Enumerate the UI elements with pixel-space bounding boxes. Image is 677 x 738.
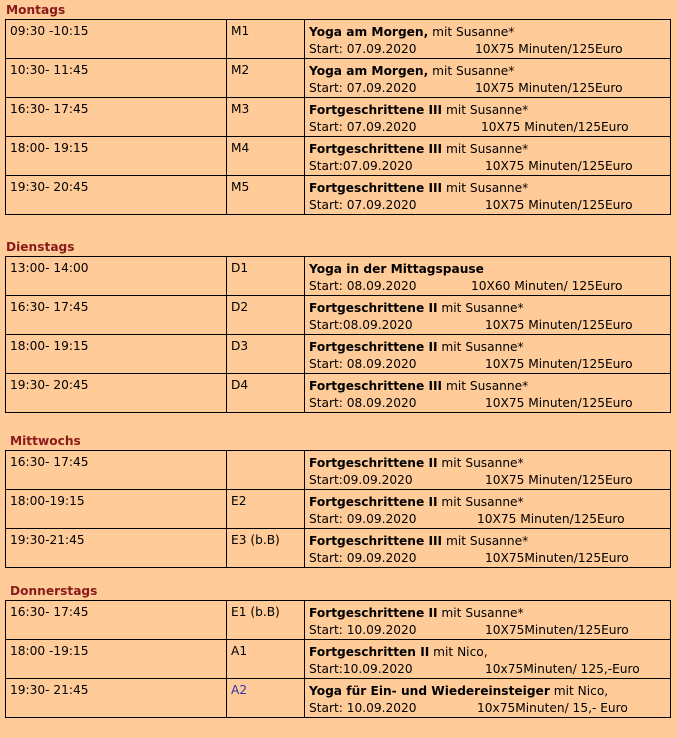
time-cell: 19:30- 20:45	[6, 176, 227, 215]
table-row	[6, 529, 671, 568]
course-title: Yoga am Morgen,	[309, 25, 429, 39]
course-start: Start:09.09.2020	[309, 473, 413, 487]
course-start: Start: 08.09.2020	[309, 357, 417, 371]
course-description-cell	[305, 529, 671, 568]
table-row	[6, 374, 671, 413]
time-cell: 16:30- 17:45	[6, 296, 227, 335]
time-cell: 18:00-19:15	[6, 490, 227, 529]
course-duration-price: 10X75 Minuten/125Euro	[485, 159, 633, 173]
time-cell: 09:30 -10:15	[6, 20, 227, 59]
course-description-cell	[305, 335, 671, 374]
table-row	[6, 137, 671, 176]
course-code-cell: D1	[227, 257, 305, 296]
course-instructor: mit Susanne*	[437, 606, 524, 620]
course-start: Start: 07.09.2020	[309, 42, 417, 56]
course-code-cell: M3	[227, 98, 305, 137]
course-start: Start: 07.09.2020	[309, 198, 417, 212]
schedule-table-montags	[5, 19, 671, 215]
course-duration-price: 10X75Minuten/125Euro	[485, 551, 629, 565]
course-duration-price: 10X75 Minuten/125Euro	[485, 318, 633, 332]
schedule-table-mittwochs	[5, 450, 671, 568]
course-instructor: mit Nico,	[429, 645, 488, 659]
time-cell: 16:30- 17:45	[6, 601, 227, 640]
course-title: Yoga in der Mittagspause	[309, 262, 484, 276]
course-start: Start:08.09.2020	[309, 318, 413, 332]
course-title: Fortgeschrittene II	[309, 495, 438, 509]
course-start: Start: 08.09.2020	[309, 396, 417, 410]
time-cell: 19:30- 21:45	[6, 679, 227, 718]
course-description-cell	[305, 59, 671, 98]
course-start: Start: 10.09.2020	[309, 623, 417, 637]
course-code-cell: D4	[227, 374, 305, 413]
course-title: Fortgeschrittene III	[309, 103, 443, 117]
course-duration-price: 10X75 Minuten/125Euro	[485, 473, 633, 487]
course-duration-price: 10x75Minuten/ 15,- Euro	[477, 701, 628, 715]
course-title: Fortgeschrittene III	[309, 379, 443, 393]
day-heading-dienstags: Dienstags	[6, 240, 75, 254]
course-start: Start: 10.09.2020	[309, 701, 417, 715]
course-instructor: mit Susanne*	[442, 142, 529, 156]
course-duration-price: 10X60 Minuten/ 125Euro	[471, 279, 623, 293]
course-duration-price: 10X75 Minuten/125Euro	[477, 512, 625, 526]
course-start: Start:10.09.2020	[309, 662, 413, 676]
course-description-cell	[305, 257, 671, 296]
time-cell: 18:00- 19:15	[6, 335, 227, 374]
table-row	[6, 59, 671, 98]
course-code-link[interactable]: A2	[227, 679, 305, 718]
table-row	[6, 20, 671, 59]
course-duration-price: 10X75 Minuten/125Euro	[485, 198, 633, 212]
course-title: Fortgeschrittene II	[309, 456, 438, 470]
course-instructor: mit Susanne*	[428, 64, 515, 78]
course-title: Fortgeschrittene III	[309, 534, 443, 548]
course-title: Yoga am Morgen,	[309, 64, 429, 78]
course-instructor: mit Susanne*	[442, 181, 529, 195]
course-duration-price: 10X75 Minuten/125Euro	[485, 357, 633, 371]
course-instructor: mit Susanne*	[437, 301, 524, 315]
table-row	[6, 601, 671, 640]
time-cell: 19:30-21:45	[6, 529, 227, 568]
course-code-cell: E3 (b.B)	[227, 529, 305, 568]
table-row	[6, 296, 671, 335]
course-code-cell: M2	[227, 59, 305, 98]
table-row	[6, 98, 671, 137]
course-code-cell	[227, 451, 305, 490]
time-cell: 13:00- 14:00	[6, 257, 227, 296]
table-row	[6, 679, 671, 718]
course-start: Start: 07.09.2020	[309, 120, 417, 134]
course-title: Fortgeschrittene II	[309, 301, 438, 315]
day-heading-mittwochs: Mittwochs	[10, 434, 81, 448]
table-row	[6, 257, 671, 296]
course-instructor: mit Nico,	[549, 684, 609, 698]
course-title: Fortgeschrittene III	[309, 142, 443, 156]
time-cell: 19:30- 20:45	[6, 374, 227, 413]
time-cell: 16:30- 17:45	[6, 451, 227, 490]
course-title: Fortgeschrittene II	[309, 340, 438, 354]
course-instructor: mit Susanne*	[442, 103, 529, 117]
course-instructor: mit Susanne*	[437, 340, 524, 354]
course-description-cell	[305, 296, 671, 335]
course-description-cell	[305, 137, 671, 176]
course-instructor: mit Susanne*	[437, 456, 524, 470]
course-code-cell: M4	[227, 137, 305, 176]
course-code-cell: A1	[227, 640, 305, 679]
course-instructor: mit Susanne*	[442, 379, 529, 393]
course-duration-price: 10x75Minuten/ 125,-Euro	[485, 662, 640, 676]
time-cell: 16:30- 17:45	[6, 98, 227, 137]
course-description-cell	[305, 176, 671, 215]
time-cell: 18:00- 19:15	[6, 137, 227, 176]
table-row	[6, 451, 671, 490]
day-heading-donnerstags: Donnerstags	[10, 584, 98, 598]
schedule-table-dienstags	[5, 256, 671, 413]
course-code-cell: M1	[227, 20, 305, 59]
course-description-cell	[305, 20, 671, 59]
course-description-cell	[305, 640, 671, 679]
course-duration-price: 10X75 Minuten/125Euro	[481, 120, 629, 134]
course-code-cell: E2	[227, 490, 305, 529]
course-title: Yoga für Ein- und Wiedereinsteiger	[309, 684, 550, 698]
course-duration-price: 10X75 Minuten/125Euro	[475, 42, 623, 56]
day-heading-montags: Montags	[6, 3, 66, 17]
course-title: Fortgeschrittene II	[309, 606, 438, 620]
course-start: Start: 09.09.2020	[309, 551, 417, 565]
course-title: Fortgeschrittene III	[309, 181, 443, 195]
course-duration-price: 10X75 Minuten/125Euro	[485, 396, 633, 410]
course-duration-price: 10X75Minuten/125Euro	[485, 623, 629, 637]
course-duration-price: 10X75 Minuten/125Euro	[475, 81, 623, 95]
course-code-cell: D2	[227, 296, 305, 335]
table-row	[6, 490, 671, 529]
course-instructor: mit Susanne*	[428, 25, 515, 39]
course-description-cell	[305, 374, 671, 413]
course-title: Fortgeschritten II	[309, 645, 430, 659]
course-start: Start: 09.09.2020	[309, 512, 417, 526]
course-code-cell: D3	[227, 335, 305, 374]
course-description-cell	[305, 601, 671, 640]
course-code-cell: E1 (b.B)	[227, 601, 305, 640]
course-code-cell: M5	[227, 176, 305, 215]
course-description-cell	[305, 679, 671, 718]
course-start: Start: 08.09.2020	[309, 279, 417, 293]
table-row	[6, 335, 671, 374]
course-instructor: mit Susanne*	[442, 534, 529, 548]
table-row	[6, 176, 671, 215]
schedule-table-donnerstags	[5, 600, 671, 718]
course-description-cell	[305, 98, 671, 137]
time-cell: 10:30- 11:45	[6, 59, 227, 98]
course-description-cell	[305, 451, 671, 490]
course-start: Start: 07.09.2020	[309, 81, 417, 95]
course-start: Start:07.09.2020	[309, 159, 413, 173]
time-cell: 18:00 -19:15	[6, 640, 227, 679]
table-row	[6, 640, 671, 679]
course-instructor: mit Susanne*	[437, 495, 524, 509]
course-description-cell	[305, 490, 671, 529]
